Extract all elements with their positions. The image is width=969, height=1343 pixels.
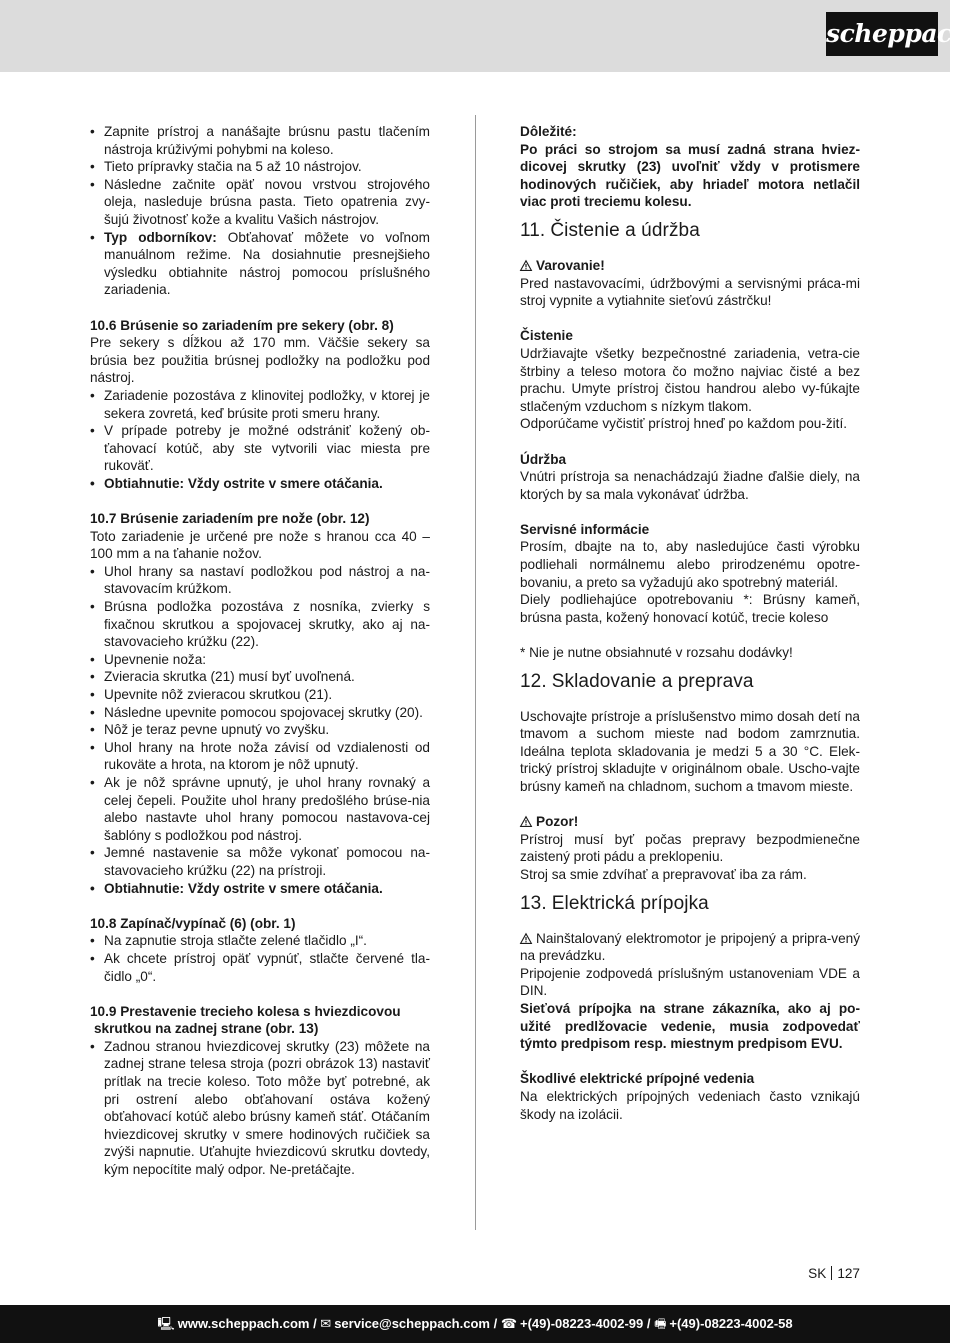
section-11-heading <box>520 211 860 257</box>
page-number-value: 127 <box>837 1266 860 1281</box>
page-number-divider <box>831 1266 832 1280</box>
section-13-title: Elektrická prípojka <box>551 892 709 914</box>
list-item: • Brúsna podložka pozostáva z nosníka, zvierky s fixačnou skrutkou a spojovacej skrutky, ako aj na-stavovacieho krúžku (22). <box>90 598 430 651</box>
section-12-heading <box>520 662 860 708</box>
cleaning-text-2: Odporúčame vyčistiť prístroj hneď po každom pou-žití. <box>520 416 848 432</box>
section-13-heading <box>520 884 860 930</box>
section-10-6-list <box>90 387 430 493</box>
scheppach-logo: scheppach <box>826 12 938 56</box>
page-lang: SK <box>808 1266 827 1281</box>
important-text: Po práci so strojom sa musí zadná strana hviez-dicovej skrutky (23) uvoľniť vždy v protismere hodinových ručičiek, aby hriadeľ motora netlačil viac proti treciemu kolesu. <box>520 141 860 210</box>
section-10-6-heading: 10.6 Brúsenie so zariadením pre sekery (obr. 8) <box>90 317 394 333</box>
caution-icon <box>520 816 532 827</box>
list-item: • Ak chcete prístroj opäť vypnúť, stlačte červené tla-čidlo „0“. <box>90 950 430 985</box>
list-item: • Na zapnutie stroja stlačte zelené tlačidlo „I“. <box>90 932 430 950</box>
important-label: Dôležité: <box>520 124 577 139</box>
expert-tip <box>90 229 430 299</box>
section-10-6-paragraph: Pre sekery s dĺžkou až 170 mm. Väčšie sekery sa brúsia bez použitia brúsnej podložky na podložku pod nástroj. <box>90 335 430 386</box>
footer-web[interactable]: www.scheppach.com <box>177 1316 310 1331</box>
caution-text-2: Stroj sa smie zdvíhať a prepravovať iba za rám. <box>520 866 807 882</box>
footer-separator: / <box>643 1316 655 1331</box>
footer-phone: +(49)-08223-4002-99 <box>520 1316 644 1331</box>
warning-text: Pred nastavovacími, údržbovými a servisnými práca-mi stroj vypnite a vytiahnite sieťovú zástrčku! <box>520 275 860 309</box>
warning-heading <box>520 257 860 275</box>
phone-icon: ☎ <box>500 1316 518 1331</box>
list-item: • Jemné nastavenie sa môže vykonať pomocou na-stavovacieho krúžku (22) na prístroji. <box>90 844 430 879</box>
list-item: • Upevnite nôž zvieracou skrutkou (21). <box>90 686 430 704</box>
page-number <box>808 1265 860 1282</box>
column-divider <box>475 115 476 1230</box>
email-icon: ✉ <box>320 1316 332 1331</box>
electric-warning <box>520 930 860 965</box>
warning-icon <box>520 933 532 944</box>
section-12-number: 12. <box>520 670 547 692</box>
section-12-title: Skladovanie a preprava <box>551 670 754 692</box>
list-item: • Uhol hrany sa nastaví podložkou pod nástroj a na-stavovacím krúžkom. <box>90 563 430 598</box>
left-column <box>90 123 430 1179</box>
section-10-9-heading <box>90 1003 430 1021</box>
warning-icon <box>520 260 532 271</box>
service-heading: Servisné informácie <box>520 521 650 537</box>
expert-tip-label: Typ odborníkov: <box>104 229 217 245</box>
footer-fax: +(49)-08223-4002-58 <box>669 1316 793 1331</box>
list-item: • Uhol hrany na hrote noža závisí od vzdialenosti od rukoväte a hrota, na ktorom je nôž upnutý. <box>90 739 430 774</box>
computer-icon: 🖳 <box>157 1316 175 1331</box>
list-item: • Upevnenie noža: <box>90 651 430 669</box>
warning-label: Varovanie! <box>536 257 605 273</box>
electric-bold-text: Sieťová prípojka na strane zákazníka, ako aj po-užité predlžovacie vedenie, musia zodpovedať týmto predpisom resp. miestnym predpisom EVU. <box>520 1000 860 1052</box>
caution-heading <box>520 813 860 831</box>
section-10-9-heading-line2: skrutkou na zadnej strane (obr. 13) <box>94 1021 319 1037</box>
footer-separator: / <box>309 1316 321 1331</box>
list-item: • Nôž je teraz pevne upnutý vo zvyšku. <box>90 721 430 739</box>
electric-text: Pripojenie zodpovedá príslušným ustanoveniam VDE a DIN. <box>520 965 860 999</box>
list-item: • Následne začnite opäť novou vrstvou strojového oleja, nasleduje brúsna pasta. Tieto opatrenia zvy-šujú životnosť kože a kvalitu Vašich nástrojov. <box>90 176 430 229</box>
maintenance-heading: Údržba <box>520 451 567 467</box>
list-item: • Tieto prípravky stačia na 5 až 10 nástrojov. <box>90 158 430 176</box>
section-10-9-title-line1: Prestavenie trecieho kolesa s hviezdicovou <box>116 1003 401 1019</box>
service-text-2: Diely podliehajúce opotrebovaniu *: Brúsny kameň, brúsna pasta, kožený honovací kotúč, trecie koleso <box>520 592 860 625</box>
section-10-8-heading: 10.8 Zapínač/vypínač (6) (obr. 1) <box>90 915 296 931</box>
damage-text: Na elektrických prípojných vedeniach často vznikajú škody na izolácii. <box>520 1088 860 1122</box>
list-item: • Ak je nôž správne upnutý, je uhol hrany rovnaký a celej čepeli. Použite uhol hrany predošlého brúse-nia alebo nastavte uhol hrany pomocou nastavova-cej šablóny s podložkou pod nástroj. <box>90 774 430 844</box>
section-10-7-heading: 10.7 Brúsenie zariadením pre nože (obr. 12) <box>90 511 370 527</box>
section-10-7-paragraph: Toto zariadenie je určené pre nože s hranou cca 40 – 100 mm a na ťahanie nožov. <box>90 528 430 562</box>
list-item-bold: • Obtiahnutie: Vždy ostrite v smere otáčania. <box>90 880 430 898</box>
list-item: • Zvieracia skrutka (21) musí byť uvoľnená. <box>90 668 430 686</box>
damage-heading: Škodlivé elektrické prípojné vedenia <box>520 1071 755 1087</box>
fax-icon: 🖷 <box>654 1316 667 1331</box>
footnote: * Nie je nutne obsiahnuté v rozsahu dodávky! <box>520 645 793 661</box>
footer-bar <box>0 1305 950 1343</box>
electric-warning-text: Nainštalovaný elektromotor je pripojený a pripra-vený na prevádzku. <box>520 930 860 964</box>
footer-separator: / <box>489 1316 501 1331</box>
list-item-bold: • Obtiahnutie: Vždy ostrite v smere otáčania. <box>90 475 430 493</box>
footer-email[interactable]: service@scheppach.com <box>334 1316 490 1331</box>
expert-tip-text: Obťahovať môžete vo voľnom manuálnom režime. Na dosiahnutie presnejšieho výsledku obtiahnite nástroj pomocou príslušného zariadenia. <box>104 229 430 298</box>
section-10-8-list <box>90 932 430 985</box>
section-13-number: 13. <box>520 892 547 914</box>
storage-text: Uschovajte prístroje a príslušenstvo mimo dosah detí na tmavom a suchom mieste nad bodom zamrznutia. Ideálna teplota skladovania je medzi 5 a 30 °C. Elek-trický prístroj skladujte v originálnom obale. Uscho-vajte brúsny kameň na chladnom, suchom a tmavom mieste. <box>520 708 860 794</box>
section-10-9-number: 10.9 <box>90 1003 117 1019</box>
cleaning-heading: Čistenie <box>520 328 573 344</box>
caution-label: Pozor! <box>536 814 579 830</box>
header-band <box>0 0 950 72</box>
cleaning-text: Udržiavajte všetky bezpečnostné zariadenia, vetra-cie štrbiny a teleso motora čo možno najviac čisté a bez prachu. Umyte prístroj čistou handrou alebo vy-fúkajte stlačeným vzduchom s nízkym tlakom. <box>520 345 860 414</box>
list-item: • V prípade potreby je možné odstrániť kožený ob-ťahovací kotúč, aby ste vytvorili viac miesta pre rukoväť. <box>90 422 430 475</box>
maintenance-text: Vnútri prístroja sa nenachádzajú žiadne ďalšie diely, na ktorých by sa mala vykonávať údržba. <box>520 469 860 502</box>
list-item: • Následne upevnite pomocou spojovacej skrutky (20). <box>90 704 430 722</box>
list-item: • Zadnou stranou hviezdicovej skrutky (23) môžete na zadnej strane telesa stroja (pozri obrázok 13) nastaviť prítlak na trecie koleso. Toto môže byť potrebné, ak pri ostrení alebo obťahovaní ostáva kožený obťahovací kotúč alebo brúsny kameň stáť. Otáčaním hviezdicovej skrutky v smere hodinových ručičiek sa zvýši napnutie. Uťahujte hviezdicovú skrutku dovtedy, kým nepocítite malý odpor. Ne-pretáčajte. <box>90 1038 430 1179</box>
section-10-9-list <box>90 1038 430 1179</box>
list-item: • Zariadenie pozostáva z klinovitej podložky, v ktorej je sekera zovretá, keď brúsite proti smeru hrany. <box>90 387 430 422</box>
intro-bullet-list <box>90 123 430 299</box>
service-text: Prosím, dbajte na to, aby nasledujúce časti výrobku podliehali normálnemu alebo prirodzenému opotre-bovaniu, a preto sa vyžadujú ako spotrebný materiál. <box>520 539 860 590</box>
caution-text: Prístroj musí byť počas prepravy bezpodmienečne zaistený proti pádu a preklopeniu. <box>520 831 860 865</box>
section-11-number: 11. <box>520 219 546 241</box>
right-column <box>520 123 860 1123</box>
list-item: • Zapnite prístroj a nanášajte brúsnu pastu tlačením nástroja krúživými pohybmi na koleso. <box>90 123 430 158</box>
section-11-title: Čistenie a údržba <box>550 219 700 241</box>
section-10-7-list <box>90 563 430 897</box>
